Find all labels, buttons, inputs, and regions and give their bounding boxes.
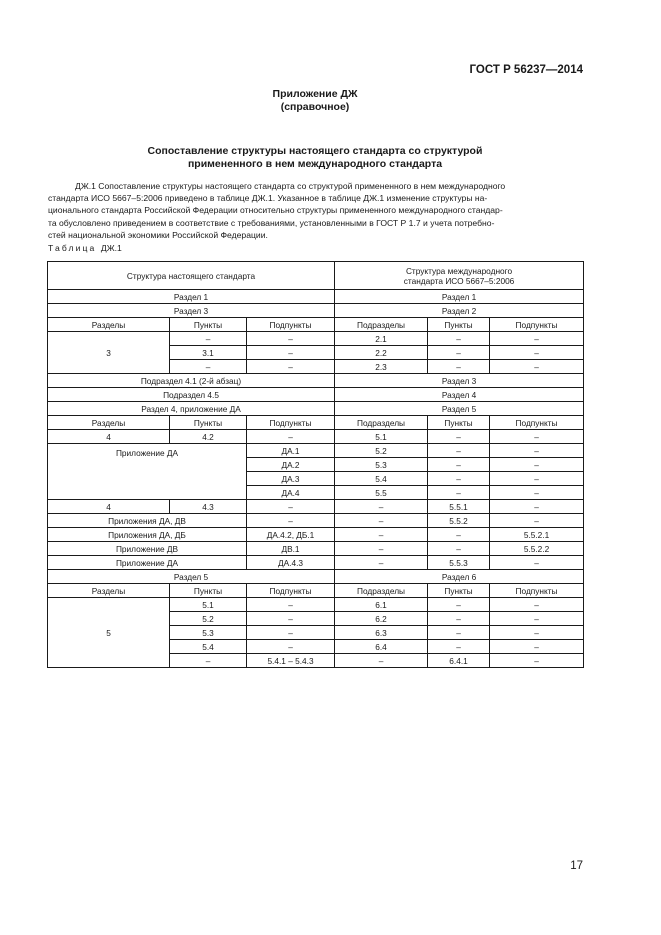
standard-code: ГОСТ Р 56237—2014 (469, 64, 583, 76)
table-cell: Пункты (428, 318, 490, 332)
table-cell: 5 (48, 598, 170, 668)
table-cell: – (490, 626, 584, 640)
table-cell: ДА.1 (247, 444, 335, 458)
table-row (48, 500, 584, 514)
table-cell: – (428, 430, 490, 444)
table-cell: – (247, 598, 335, 612)
table-cell: 5.1 (170, 598, 247, 612)
table-cell: – (247, 514, 335, 528)
table-cell: – (247, 612, 335, 626)
table-cell: – (490, 430, 584, 444)
table-cell: Приложение ДВ (48, 542, 247, 556)
table-cell: Подпункты (490, 416, 584, 430)
table-cell: 5.1 (335, 430, 428, 444)
table-cell: Подпункты (490, 318, 584, 332)
table-cell: – (490, 500, 584, 514)
paragraph-line: ционального стандарта Российской Федерации относительно структуры примененного международного стандар- (48, 205, 503, 216)
table-cell: Подпункты (490, 584, 584, 598)
table-cell: – (428, 640, 490, 654)
table-cell: – (490, 654, 584, 668)
table-cell: Раздел 6 (335, 570, 584, 584)
table-cell: Пункты (170, 584, 247, 598)
table-cell: Подразделы (335, 584, 428, 598)
table-cell: Подразделы (335, 416, 428, 430)
table-cell: 5.5.2.1 (490, 528, 584, 542)
table-cell: – (490, 514, 584, 528)
table-row (48, 514, 584, 528)
table-cell: Раздел 5 (48, 570, 335, 584)
table-subheader-row (48, 584, 584, 598)
table-cell: ДА.3 (247, 472, 335, 486)
table-cell: 6.4.1 (428, 654, 490, 668)
table-cell: 5.2 (335, 444, 428, 458)
table-cell: 4 (48, 430, 170, 444)
header-right-line: стандарта ИСО 5667–5:2006 (403, 275, 515, 286)
table-cell: – (247, 430, 335, 444)
table-cell: – (335, 514, 428, 528)
table-cell: Подраздел 4.5 (48, 388, 335, 402)
table-cell: Разделы (48, 318, 170, 332)
table-cell: – (490, 486, 584, 500)
table-cell: 4.2 (170, 430, 247, 444)
table-row (48, 402, 584, 416)
table-cell: – (335, 542, 428, 556)
table-cell: – (170, 360, 247, 374)
table-caption-label: Таблица (48, 243, 97, 253)
table-cell: Пункты (428, 416, 490, 430)
table-cell: Пункты (170, 318, 247, 332)
table-cell: 4.3 (170, 500, 247, 514)
table-cell: – (428, 626, 490, 640)
table-caption (48, 243, 122, 253)
table-cell: Раздел 1 (335, 290, 584, 304)
table-cell: Раздел 2 (335, 304, 584, 318)
table-cell: – (490, 458, 584, 472)
table-cell: ДА.4 (247, 486, 335, 500)
table-cell: Раздел 4, приложение ДА (48, 402, 335, 416)
table-cell: Приложения ДА, ДВ (48, 514, 247, 528)
section-title-line: примененного в нем международного стандарта (187, 158, 443, 170)
table-cell: – (335, 500, 428, 514)
table-cell: Приложение ДА (48, 556, 247, 570)
table-cell: ДА.2 (247, 458, 335, 472)
section-title (0, 145, 630, 171)
paragraph-line: та обусловлено приведением в соответствие с требованиями, установленными в ГОСТ Р 1.7 и учета потребно- (48, 217, 495, 228)
table-cell: 3.1 (170, 346, 247, 360)
table-cell: – (490, 360, 584, 374)
table-cell: – (490, 332, 584, 346)
table-cell: 6.2 (335, 612, 428, 626)
table-header-row (48, 262, 584, 290)
table-row (48, 542, 584, 556)
header-right-line: Структура международного (405, 265, 513, 276)
section-title-line: Сопоставление структуры настоящего стандарта со структурой (147, 145, 483, 157)
table-cell: – (428, 542, 490, 556)
table-cell: – (428, 332, 490, 346)
table-cell: Разделы (48, 416, 170, 430)
table-cell: – (490, 444, 584, 458)
table-cell: – (170, 332, 247, 346)
table-cell: – (335, 528, 428, 542)
paragraph-line: ДЖ.1 Сопоставление структуры настоящего стандарта со структурой примененного в нем международного (75, 181, 506, 191)
paragraph-line: стей национальной экономики Российской Федерации. (48, 229, 268, 240)
annex-heading (0, 88, 630, 114)
table-cell: 2.1 (335, 332, 428, 346)
table-cell: – (428, 458, 490, 472)
table-cell: – (335, 556, 428, 570)
table-cell: 5.5.2.2 (490, 542, 584, 556)
header-left: Структура настоящего стандарта (48, 262, 335, 290)
table-subheader-row (48, 318, 584, 332)
table-cell: – (490, 346, 584, 360)
annex-subtitle: (справочное) (280, 101, 350, 113)
table-cell: Подпункты (247, 318, 335, 332)
table-cell: Подраздел 4.1 (2-й абзац) (48, 374, 335, 388)
table-cell: – (490, 598, 584, 612)
table-cell: – (428, 346, 490, 360)
table-cell: Раздел 5 (335, 402, 584, 416)
table-cell: – (247, 500, 335, 514)
table-cell: 4 (48, 500, 170, 514)
table-cell: – (247, 332, 335, 346)
table-cell: Подразделы (335, 318, 428, 332)
table-cell: Раздел 3 (48, 304, 335, 318)
table-row (48, 388, 584, 402)
table-cell: 5.3 (170, 626, 247, 640)
table-cell: 5.5.2 (428, 514, 490, 528)
table-row (48, 570, 584, 584)
table-caption-number: ДЖ.1 (100, 243, 122, 253)
table-row (48, 304, 584, 318)
table-cell: – (490, 472, 584, 486)
table-cell: – (428, 444, 490, 458)
table-cell: – (247, 626, 335, 640)
table-cell: Подпункты (247, 584, 335, 598)
table-cell: ДА.4.2, ДБ.1 (247, 528, 335, 542)
comparison-table (47, 261, 584, 668)
table-cell: Приложение ДА (48, 444, 247, 500)
table-cell: 5.5.3 (428, 556, 490, 570)
table-cell: Пункты (428, 584, 490, 598)
table-cell: – (170, 654, 247, 668)
table-cell: ДА.4.3 (247, 556, 335, 570)
table-cell: Разделы (48, 584, 170, 598)
table-cell: 5.4 (170, 640, 247, 654)
table-cell: 2.3 (335, 360, 428, 374)
table-cell: – (490, 556, 584, 570)
paragraph (48, 180, 584, 241)
table-cell: 2.2 (335, 346, 428, 360)
table-row (48, 598, 584, 612)
table-row (48, 444, 584, 458)
table-cell: – (490, 640, 584, 654)
table-cell: 5.5 (335, 486, 428, 500)
table-cell: 5.4.1 – 5.4.3 (247, 654, 335, 668)
table-row (48, 528, 584, 542)
paragraph-line: стандарта ИСО 5667–5:2006 приведено в таблице ДЖ.1. Указанное в таблице ДЖ.1 изменение структуры на- (48, 193, 488, 204)
table-cell: 5.4 (335, 472, 428, 486)
table-cell: Пункты (170, 416, 247, 430)
table-cell: 6.4 (335, 640, 428, 654)
table-row (48, 430, 584, 444)
table-cell: Приложения ДА, ДБ (48, 528, 247, 542)
table-row (48, 332, 584, 346)
table-cell: 6.3 (335, 626, 428, 640)
table-cell: 5.3 (335, 458, 428, 472)
annex-title: Приложение ДЖ (272, 88, 358, 100)
table-subheader-row (48, 416, 584, 430)
header-right (335, 262, 584, 290)
table-cell: ДВ.1 (247, 542, 335, 556)
table-cell: – (428, 598, 490, 612)
table-cell: – (490, 612, 584, 626)
table-cell: – (335, 654, 428, 668)
table-cell: 5.5.1 (428, 500, 490, 514)
table-cell: 3 (48, 332, 170, 374)
table-row (48, 374, 584, 388)
page-number: 17 (570, 860, 583, 872)
table-row (48, 290, 584, 304)
table-cell: – (428, 528, 490, 542)
table-cell: Раздел 1 (48, 290, 335, 304)
table-cell: – (428, 486, 490, 500)
table-cell: Подпункты (247, 416, 335, 430)
table-cell: Раздел 4 (335, 388, 584, 402)
table-cell: 6.1 (335, 598, 428, 612)
table-cell: – (428, 612, 490, 626)
table-cell: – (247, 640, 335, 654)
table-cell: – (428, 360, 490, 374)
table-row (48, 556, 584, 570)
table-cell: – (247, 360, 335, 374)
table-cell: 5.2 (170, 612, 247, 626)
table-cell: Раздел 3 (335, 374, 584, 388)
table-cell: – (428, 472, 490, 486)
table-cell: – (247, 346, 335, 360)
